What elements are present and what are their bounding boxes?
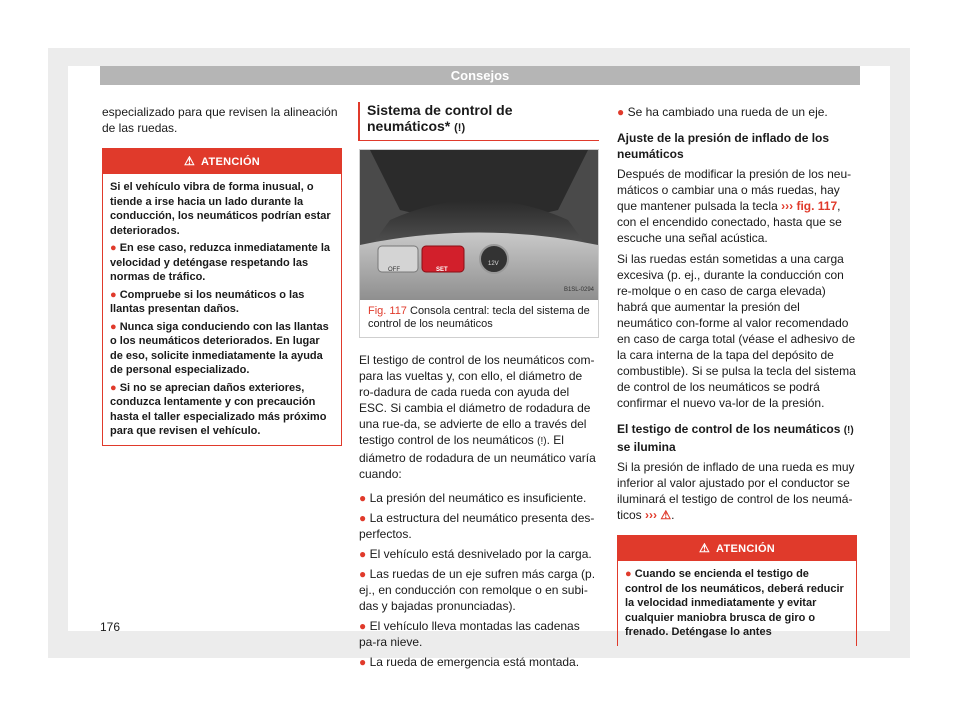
bullet-icon: ● xyxy=(110,242,120,254)
warning-triangle-icon: ⚠ xyxy=(660,508,672,522)
list-item: ● La rueda de emergencia está montada. xyxy=(359,655,580,669)
page-number: 176 xyxy=(100,620,121,634)
warning-body xyxy=(618,561,856,646)
subheading: El testigo de control de los neumáticos (!) se ilumina xyxy=(617,422,854,454)
page-header: Consejos xyxy=(100,66,860,85)
bullet-icon: ● xyxy=(359,567,370,581)
bullet-icon: ● xyxy=(625,568,635,580)
warning-reference-link[interactable]: ››› ⚠ xyxy=(645,508,672,522)
bullet-icon: ● xyxy=(359,491,370,505)
bullet-icon: ● xyxy=(110,288,120,301)
warning-lead: Si el vehículo vibra de forma inusual, o tiende a irse hacia un lado durante la conducción, los neumáticos podrían estar deteriorados. xyxy=(110,181,331,237)
figure-reference-link[interactable]: ››› fig. 117 xyxy=(781,199,838,213)
warning-header xyxy=(618,536,856,561)
btn-12v-label: 12V xyxy=(488,261,499,267)
warning-triangle-icon: ⚠ xyxy=(183,154,196,168)
bullet-icon: ● xyxy=(359,619,370,633)
list-item: ● El vehículo lleva montadas las cadenas pa-ra nieve. xyxy=(359,619,580,649)
bullet-icon: ● xyxy=(359,511,370,525)
bullet-icon: ● xyxy=(359,655,370,669)
list-item: ● Se ha cambiado una rueda de un eje. xyxy=(617,105,828,119)
body-paragraph: Si la presión de inflado de una rueda es muy inferior al valor ajustado por el conductor se iluminará el testigo de control de los neumá-ticos ››› ⚠. xyxy=(617,460,855,522)
column-3 xyxy=(617,104,857,646)
figure-label: Fig. 117 xyxy=(368,305,407,317)
bullet-icon: ● xyxy=(110,320,120,333)
bullet-icon: ● xyxy=(359,547,370,561)
subheading: Ajuste de la presión de inflado de los neumáticos xyxy=(617,131,830,161)
body-paragraph: Después de modificar la presión de los neu-máticos o cambiar una o más ruedas, hay que mantener pulsada la tecla ››› fig. 117, con el encendido conectado, hasta que se escuche una señal acústica. xyxy=(617,167,852,245)
column-1 xyxy=(102,104,342,446)
warning-header xyxy=(103,149,341,174)
list-item: ● Las ruedas de un eje sufren más carga (p. ej., en conducción con remolque o en subi-das y bajadas pronunciadas). xyxy=(359,567,596,613)
bullet-icon: ● xyxy=(617,105,628,119)
warning-item: ● Compruebe si los neumáticos o las llantas presentan daños. xyxy=(110,288,305,315)
warning-item: ● En ese caso, reduzca inmediatamente la velocidad y deténgase respetando las normas de tráfico. xyxy=(110,242,331,283)
warning-title: ATENCIÓN xyxy=(201,156,261,168)
warning-item: ● Cuando se encienda el testigo de control de los neumáticos, deberá reducir la velocidad inmediatamente y evitar cualquier maniobra brusca de giro o frenado. Deténgase lo antes xyxy=(625,568,844,638)
console-photo xyxy=(360,150,598,300)
body-paragraph: El testigo de control de los neumáticos com-para las vueltas y, con ello, el diámetro de ro-dadura de cada rueda con ayuda del ESC. Si cambia el diámetro de rodadura de una rue-da, se advierte de ello a través del testigo control de los neumáticos (!). El diámetro de rodadura de un neumático varía cuando: xyxy=(359,353,596,481)
warning-body xyxy=(103,174,341,445)
warning-title: ATENCIÓN xyxy=(716,543,776,555)
warning-box xyxy=(617,535,857,646)
figure-caption xyxy=(360,300,598,331)
body-paragraph: Si las ruedas están sometidas a una carga excesiva (p. ej., durante la conducción con re-molque o en caso de carga elevada) habrá que aumentar la presión del neumático con-forme al valor recomendado en caso de carga total (véase el adhesivo de la cara interna de la tapa del depósito de combustible). Si se pulsa la tecla del sistema de control de los neumáticos se podrá confirmar el nuevo va-lor de la presión. xyxy=(617,252,856,410)
section-title: Sistema de control de neumáticos* (!) xyxy=(358,102,599,141)
list-item: ● La estructura del neumático presenta des-perfectos. xyxy=(359,511,595,541)
tire-warning-icon: (!) xyxy=(454,122,466,134)
warning-item: ● Nunca siga conduciendo con las llantas o los neumáticos deteriorados. En lugar de eso, solicite inmediatamente la ayuda de personal especializado. xyxy=(110,320,329,376)
list-item: ● La presión del neumático es insuficiente. xyxy=(359,491,587,505)
btn-set-label: SET xyxy=(436,267,448,273)
column-2 xyxy=(359,104,599,674)
bullet-icon: ● xyxy=(110,381,120,394)
warning-item: ● Si no se aprecian daños exteriores, conduzca lentamente y con precaución hasta el taller especializado más próximo para que revisen el vehículo. xyxy=(110,381,327,437)
list-item: ● El vehículo está desnivelado por la carga. xyxy=(359,547,592,561)
intro-text: especializado para que revisen la alineación de las ruedas. xyxy=(102,105,338,135)
warning-box xyxy=(102,148,342,446)
figure-caption-text: Consola central: tecla del sistema de control de los neumáticos xyxy=(368,305,590,330)
figure-code: B1SL-0294 xyxy=(563,287,594,293)
tire-warning-icon: (!) xyxy=(843,425,854,436)
btn-off-label: OFF xyxy=(388,267,400,273)
figure-117 xyxy=(359,149,599,338)
warning-triangle-icon: ⚠ xyxy=(698,541,711,555)
tire-warning-icon: (!) xyxy=(537,436,547,447)
